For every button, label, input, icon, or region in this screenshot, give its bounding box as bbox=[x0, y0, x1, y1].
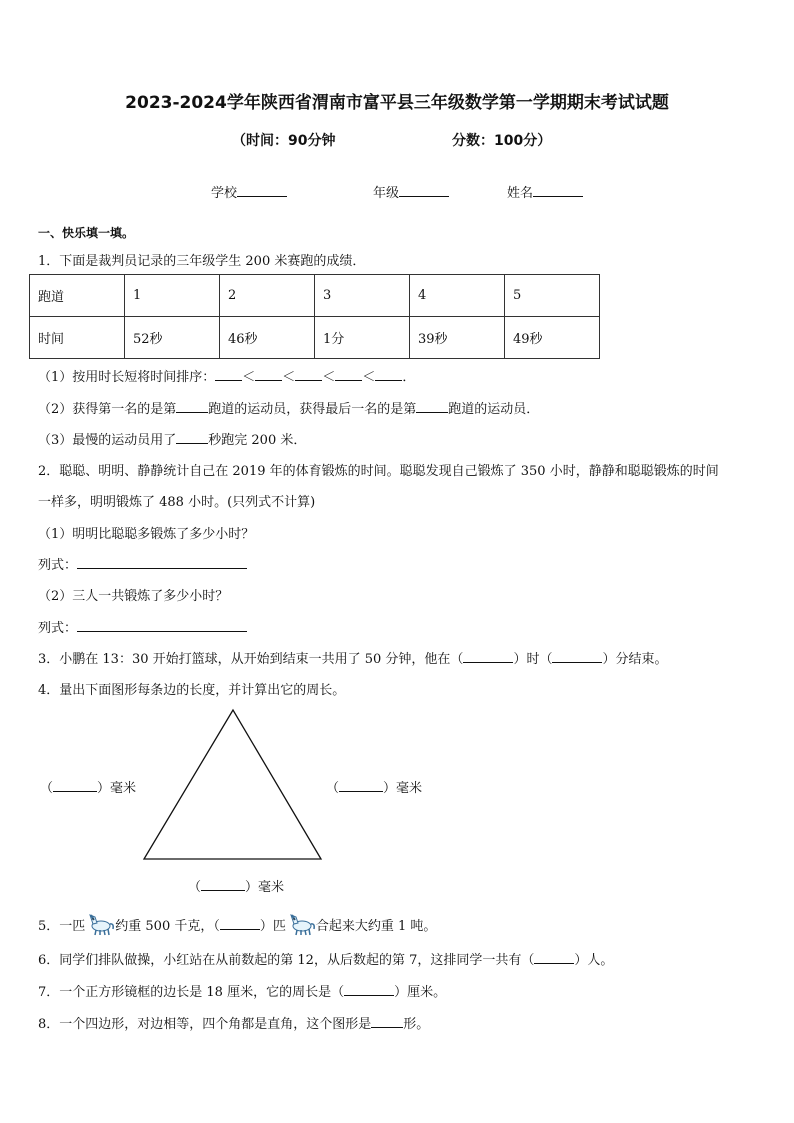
part-text: ）毫米 bbox=[245, 880, 285, 895]
part-text: （2）获得第一名的是第 bbox=[38, 402, 177, 417]
formula-label: 列式： bbox=[38, 558, 78, 573]
part-text: 5．一匹 bbox=[38, 919, 86, 934]
question-2-part-2: （2）三人一共锻炼了多少小时？ bbox=[38, 589, 229, 604]
bottom-side-length bbox=[188, 876, 284, 895]
section-heading: 一、快乐填一填。 bbox=[38, 226, 135, 240]
less-than-sign: ＜ bbox=[322, 370, 336, 385]
part-text: ）毫米 bbox=[97, 781, 137, 796]
less-than-sign: ＜ bbox=[242, 370, 256, 385]
answer-blank bbox=[201, 878, 245, 891]
part-text: （3）最慢的运动员用了 bbox=[38, 433, 177, 448]
answer-blank bbox=[344, 983, 394, 996]
part-text: ）时（ bbox=[513, 652, 553, 667]
table-cell: 49秒 bbox=[505, 317, 600, 359]
answer-blank bbox=[552, 650, 602, 663]
question-4-stem: 4．量出下面图形每条边的长度，并计算出它的周长。 bbox=[38, 683, 346, 698]
question-1-part-2 bbox=[38, 398, 539, 417]
table-row bbox=[30, 317, 600, 359]
part-text: ）人。 bbox=[574, 953, 614, 968]
name-label: 姓名 bbox=[507, 186, 534, 201]
answer-blank bbox=[416, 400, 448, 413]
exam-score: 分数：100分） bbox=[452, 133, 552, 149]
question-3 bbox=[38, 648, 667, 667]
question-2-formula-2 bbox=[38, 617, 247, 636]
triangle-figure bbox=[140, 706, 326, 864]
school-blank bbox=[237, 184, 287, 197]
part-text: （ bbox=[326, 781, 340, 796]
left-side-length bbox=[40, 777, 136, 796]
race-results-table bbox=[29, 274, 600, 359]
name-blank bbox=[533, 184, 583, 197]
part-text: 8．一个四边形，对边相等，四个角都是直角，这个图形是 bbox=[38, 1017, 372, 1032]
answer-blank bbox=[375, 368, 402, 381]
question-8 bbox=[38, 1013, 429, 1032]
question-1-part-3 bbox=[38, 429, 306, 448]
page-title: 2023-2024学年陕西省渭南市富平县三年级数学第一学期期末考试试题 bbox=[125, 93, 669, 113]
horse-icon bbox=[85, 912, 115, 936]
question-2-part-1: （1）明明比聪聪多锻炼了多少小时？ bbox=[38, 527, 255, 542]
formula-label: 列式： bbox=[38, 621, 78, 636]
table-cell: 时间 bbox=[30, 317, 125, 359]
answer-blank bbox=[255, 368, 282, 381]
part-text: ． bbox=[402, 370, 416, 385]
table-cell: 1分 bbox=[315, 317, 410, 359]
part-text: 约重 500 千克，（ bbox=[115, 919, 220, 934]
less-than-sign: ＜ bbox=[282, 370, 296, 385]
name-field bbox=[507, 182, 583, 201]
part-text: （ bbox=[188, 880, 202, 895]
horse-icon bbox=[286, 912, 316, 936]
answer-blank bbox=[339, 779, 383, 792]
answer-blank bbox=[77, 619, 247, 632]
answer-blank bbox=[176, 431, 208, 444]
school-label: 学校 bbox=[211, 186, 238, 201]
table-cell: 46秒 bbox=[220, 317, 315, 359]
triangle-shape bbox=[144, 710, 321, 859]
table-cell: 4 bbox=[410, 275, 505, 317]
part-text: ）匹 bbox=[259, 919, 286, 934]
question-2-stem-line-2: 一样多，明明锻炼了 488 小时。(只列式不计算) bbox=[38, 495, 316, 510]
table-row bbox=[30, 275, 600, 317]
table-cell: 1 bbox=[125, 275, 220, 317]
part-text: （1）按用时长短将时间排序： bbox=[38, 370, 216, 385]
answer-blank bbox=[371, 1015, 403, 1028]
part-text: 形。 bbox=[403, 1017, 430, 1032]
exam-time: （时间：90分钟 bbox=[232, 133, 336, 149]
part-text: 跑道的运动员． bbox=[448, 402, 540, 417]
question-6 bbox=[38, 949, 613, 968]
grade-field bbox=[373, 182, 449, 201]
part-text: 跑道的运动员，获得最后一名的是第 bbox=[208, 402, 417, 417]
question-7 bbox=[38, 981, 446, 1000]
question-2-stem-line-1: 2．聪聪、明明、静静统计自己在 2019 年的体育锻炼的时间。聪聪发现自己锻炼了 350 小时，静静和聪聪锻炼的时间 bbox=[38, 464, 719, 479]
question-1-stem: 1．下面是裁判员记录的三年级学生 200 米赛跑的成绩． bbox=[38, 254, 366, 269]
table-cell: 2 bbox=[220, 275, 315, 317]
answer-blank bbox=[335, 368, 362, 381]
part-text: 秒跑完 200 米． bbox=[208, 433, 307, 448]
less-than-sign: ＜ bbox=[362, 370, 376, 385]
table-cell: 39秒 bbox=[410, 317, 505, 359]
answer-blank bbox=[53, 779, 97, 792]
answer-blank bbox=[77, 556, 247, 569]
part-text: 3．小鹏在 13：30 开始打篮球，从开始到结束一共用了 50 分钟，他在（ bbox=[38, 652, 464, 667]
table-cell: 3 bbox=[315, 275, 410, 317]
table-cell: 跑道 bbox=[30, 275, 125, 317]
school-field bbox=[211, 182, 287, 201]
table-cell: 5 bbox=[505, 275, 600, 317]
question-1-part-1 bbox=[38, 366, 415, 385]
question-2-formula-1 bbox=[38, 554, 247, 573]
part-text: （ bbox=[40, 781, 54, 796]
grade-blank bbox=[399, 184, 449, 197]
part-text: ）分结束。 bbox=[602, 652, 668, 667]
part-text: ）厘米。 bbox=[394, 985, 447, 1000]
table-cell: 52秒 bbox=[125, 317, 220, 359]
grade-label: 年级 bbox=[373, 186, 400, 201]
part-text: 合起来大约重 1 吨。 bbox=[315, 919, 437, 934]
answer-blank bbox=[295, 368, 322, 381]
answer-blank bbox=[463, 650, 513, 663]
answer-blank bbox=[534, 951, 574, 964]
part-text: 7．一个正方形镜框的边长是 18 厘米，它的周长是（ bbox=[38, 985, 345, 1000]
question-5 bbox=[38, 912, 436, 936]
part-text: ）毫米 bbox=[383, 781, 423, 796]
part-text: 6．同学们排队做操，小红站在从前数起的第 12，从后数起的第 7，这排同学一共有（ bbox=[38, 953, 535, 968]
right-side-length bbox=[326, 777, 422, 796]
answer-blank bbox=[220, 917, 260, 930]
answer-blank bbox=[176, 400, 208, 413]
answer-blank bbox=[215, 368, 242, 381]
